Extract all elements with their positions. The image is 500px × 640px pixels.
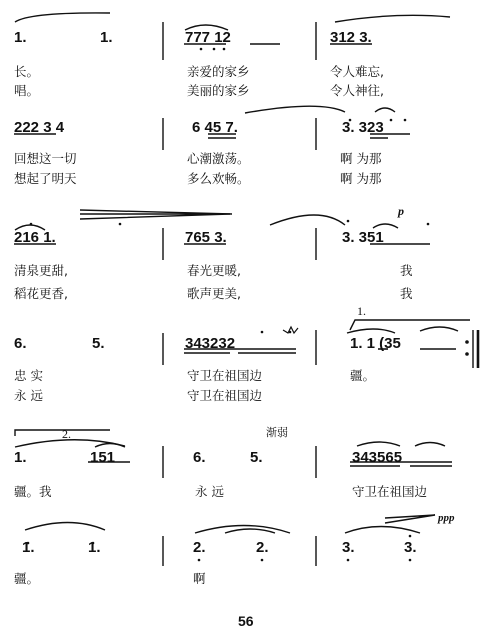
dynamic-marking: ppp (438, 512, 455, 524)
note-group: 1. (14, 449, 27, 466)
note-group: 1. (14, 29, 27, 46)
note-group: 216 1. (14, 229, 56, 246)
note-group: 5. (92, 335, 105, 352)
lyric: 我 (400, 263, 413, 278)
lyric: 啊 为那 (340, 171, 382, 186)
note-group: 6. (14, 335, 27, 352)
lyric: 心潮激荡。 (187, 151, 250, 166)
lyric: 啊 (193, 571, 206, 586)
volta-label: 2. (62, 427, 71, 441)
lyric: 守卫在祖国边 (187, 388, 263, 403)
lyric: 春光更暖, (187, 263, 241, 278)
note-group: 777 12 (185, 29, 231, 46)
note-group: 343565 (352, 449, 403, 466)
note-group: 3. 351 (342, 229, 384, 246)
note-group: 222 3 4 (14, 119, 65, 136)
note-group: 3. 323 (342, 119, 384, 136)
note-group: 2. (193, 539, 206, 556)
lyric: 唱。 (14, 83, 40, 98)
lyric: 回想这一切 (14, 151, 77, 166)
lyric: 疆。 (14, 571, 40, 586)
lyric: 守卫在祖国边 (352, 484, 428, 499)
lyric: 想起了明天 (14, 171, 77, 186)
note-group: 2. (256, 539, 269, 556)
volta-label: 1. (357, 304, 366, 318)
lyric: 歌声更美, (187, 286, 241, 301)
lyric: 多么欢畅。 (187, 171, 250, 186)
lyric: 清泉更甜, (14, 263, 68, 278)
dynamic-marking: 渐弱 (266, 426, 288, 439)
note-group: 1. (100, 29, 113, 46)
lyric: 我 (400, 286, 413, 301)
lyric: 啊 为那 (340, 151, 382, 166)
lyric: 长。 (14, 64, 40, 79)
lyric: 疆。 (350, 368, 376, 383)
note-group: 343232 (185, 335, 236, 352)
page-number: 56 (238, 613, 254, 629)
lyric: 守卫在祖国边 (187, 368, 263, 383)
note-group: 5. (250, 449, 263, 466)
note-group: 1. 1 (35 (350, 335, 401, 352)
note-group: 765 3. (185, 229, 227, 246)
note-group: 1. (88, 539, 101, 556)
lyric: 疆。我 (14, 484, 52, 499)
note-group: 3. (342, 539, 355, 556)
dynamic-marking: p (398, 204, 404, 218)
lyric: 亲爱的家乡 (187, 64, 250, 79)
note-group: 6. (193, 449, 206, 466)
note-group: 1. (22, 539, 35, 556)
note-group: 6 45 7. (192, 119, 238, 136)
lyric: 永 远 (195, 484, 224, 499)
note-group: 312 3. (330, 29, 372, 46)
lyric: 美丽的家乡 (187, 83, 250, 98)
note-group: 3. (404, 539, 417, 556)
lyric: 稻花更香, (14, 286, 68, 301)
lyric: 忠 实 (14, 368, 43, 383)
lyric: 令人难忘, (330, 64, 384, 79)
lyric: 令人神往, (330, 83, 384, 98)
note-group: 151 (90, 449, 116, 466)
lyric: 永 远 (14, 388, 43, 403)
